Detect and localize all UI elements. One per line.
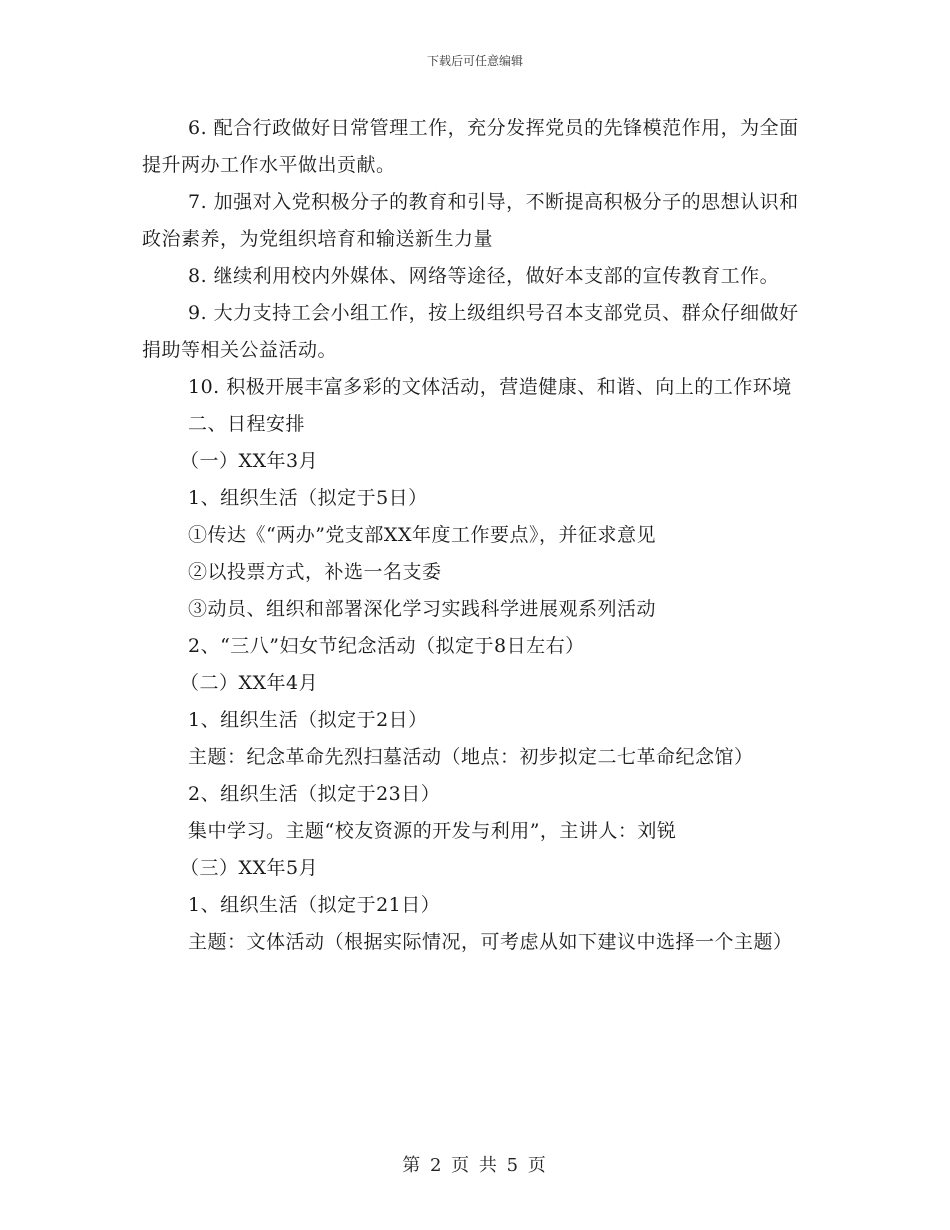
list-item: ③动员、组织和部署深化学习实践科学进展观系列活动 (188, 598, 657, 620)
paragraph-item-9: 9. 大力支持工会小组工作，按上级组织号召本支部党员、群众仔细做好捐助等相关公益活动。 (142, 302, 799, 361)
list-item: 集中学习。主题“校友资源的开发与利用”，主讲人：刘锐 (188, 820, 677, 842)
paragraph-item-7: 7. 加强对入党积极分子的教育和引导，不断提高积极分子的思想认识和政治素养，为党组织培育和输送新生力量 (142, 191, 799, 250)
list-item: 1、组织生活（拟定于5日） (188, 487, 428, 509)
list-item: 主题：文体活动（根据实际情况，可考虑从如下建议中选择一个主题） (188, 931, 793, 953)
page-number-footer: 第 2 页 共 5 页 (402, 1155, 548, 1176)
month-heading-april: （二）XX年4月 (180, 672, 319, 694)
paragraph-item-10: 10. 积极开展丰富多彩的文体活动，营造健康、和谐、向上的工作环境 (188, 376, 792, 398)
list-item: 2、“三八”妇女节纪念活动（拟定于8日左右） (188, 635, 585, 657)
month-heading-may: （三）XX年5月 (180, 857, 319, 879)
list-item: ①传达《“两办”党支部XX年度工作要点》，并征求意见 (188, 524, 656, 546)
list-item: ②以投票方式，补选一名支委 (188, 561, 442, 583)
section-heading-schedule: 二、日程安排 (188, 413, 306, 435)
list-item: 1、组织生活（拟定于21日） (188, 894, 441, 916)
paragraph-item-6: 6. 配合行政做好日常管理工作，充分发挥党员的先锋模范作用，为全面提升两办工作水平做出贡献。 (142, 117, 799, 176)
page-header: 下载后可任意编辑 (426, 54, 523, 68)
paragraph-item-8: 8. 继续利用校内外媒体、网络等途径，做好本支部的宣传教育工作。 (188, 265, 780, 287)
month-heading-march: （一）XX年3月 (180, 450, 319, 472)
list-item: 2、组织生活（拟定于23日） (188, 783, 441, 805)
document-body (142, 110, 807, 961)
list-item: 1、组织生活（拟定于2日） (188, 709, 428, 731)
list-item: 主题：纪念革命先烈扫墓活动（地点：初步拟定二七革命纪念馆） (188, 746, 754, 768)
